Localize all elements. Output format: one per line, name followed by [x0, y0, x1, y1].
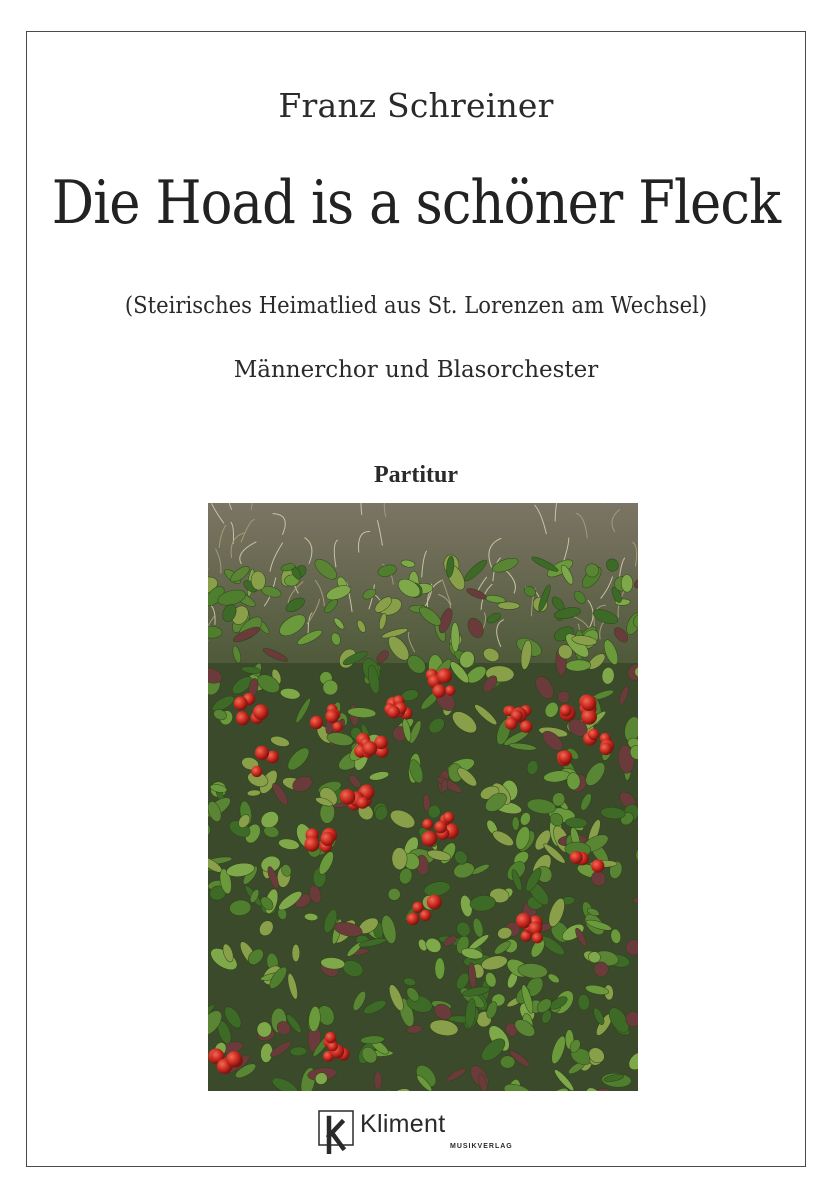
- instrumentation: Männerchor und Blasorchester: [233, 357, 599, 383]
- berry: [600, 743, 613, 756]
- berry: [412, 902, 423, 913]
- berry: [570, 851, 583, 864]
- berry: [422, 819, 433, 830]
- publisher-logo: [318, 1108, 518, 1158]
- berry: [325, 1032, 336, 1043]
- berry: [234, 696, 248, 710]
- cover-photo-lingonberries: [208, 503, 638, 1091]
- leaf: [498, 602, 520, 610]
- berry: [432, 684, 445, 697]
- berry: [387, 706, 400, 719]
- berry: [427, 895, 442, 910]
- berry: [236, 712, 249, 725]
- berry: [437, 668, 452, 683]
- berry: [505, 717, 518, 730]
- berry: [560, 704, 572, 716]
- leaf: [374, 1071, 382, 1090]
- leaf: [435, 958, 445, 979]
- berry: [325, 710, 339, 724]
- berry: [407, 913, 420, 926]
- berry: [445, 685, 455, 695]
- song-subtitle: (Steirisches Heimatlied aus St. Lorenzen am Wechsel): [124, 293, 708, 319]
- score-type: Partitur: [374, 462, 458, 488]
- leaf: [292, 944, 300, 962]
- berry: [310, 716, 323, 729]
- berry: [443, 812, 454, 823]
- leaf: [621, 574, 633, 592]
- leaf: [500, 1056, 515, 1069]
- berry: [226, 1051, 242, 1067]
- berry: [422, 831, 438, 847]
- berry: [558, 750, 572, 764]
- berry: [251, 766, 262, 777]
- berry: [434, 821, 447, 834]
- composer-name: Franz Schreiner: [278, 86, 554, 125]
- leaf: [512, 817, 519, 831]
- berry: [520, 720, 532, 732]
- berry: [591, 859, 604, 872]
- berry: [581, 709, 597, 725]
- publisher-name: Kliment: [360, 1110, 446, 1138]
- berry: [362, 741, 377, 756]
- berry: [340, 789, 356, 805]
- kliment-logo-icon: [318, 1110, 354, 1154]
- leaf: [392, 847, 408, 869]
- berry: [255, 746, 269, 760]
- berry: [532, 932, 543, 943]
- berry: [333, 722, 343, 732]
- berry: [304, 837, 319, 852]
- berry: [357, 797, 369, 809]
- berry: [320, 832, 334, 846]
- berry: [253, 704, 269, 720]
- song-title: Die Hoad is a schöner Fleck: [51, 168, 781, 238]
- publisher-subline: MUSIKVERLAG: [450, 1143, 513, 1150]
- berry: [581, 695, 597, 711]
- berry: [588, 729, 599, 740]
